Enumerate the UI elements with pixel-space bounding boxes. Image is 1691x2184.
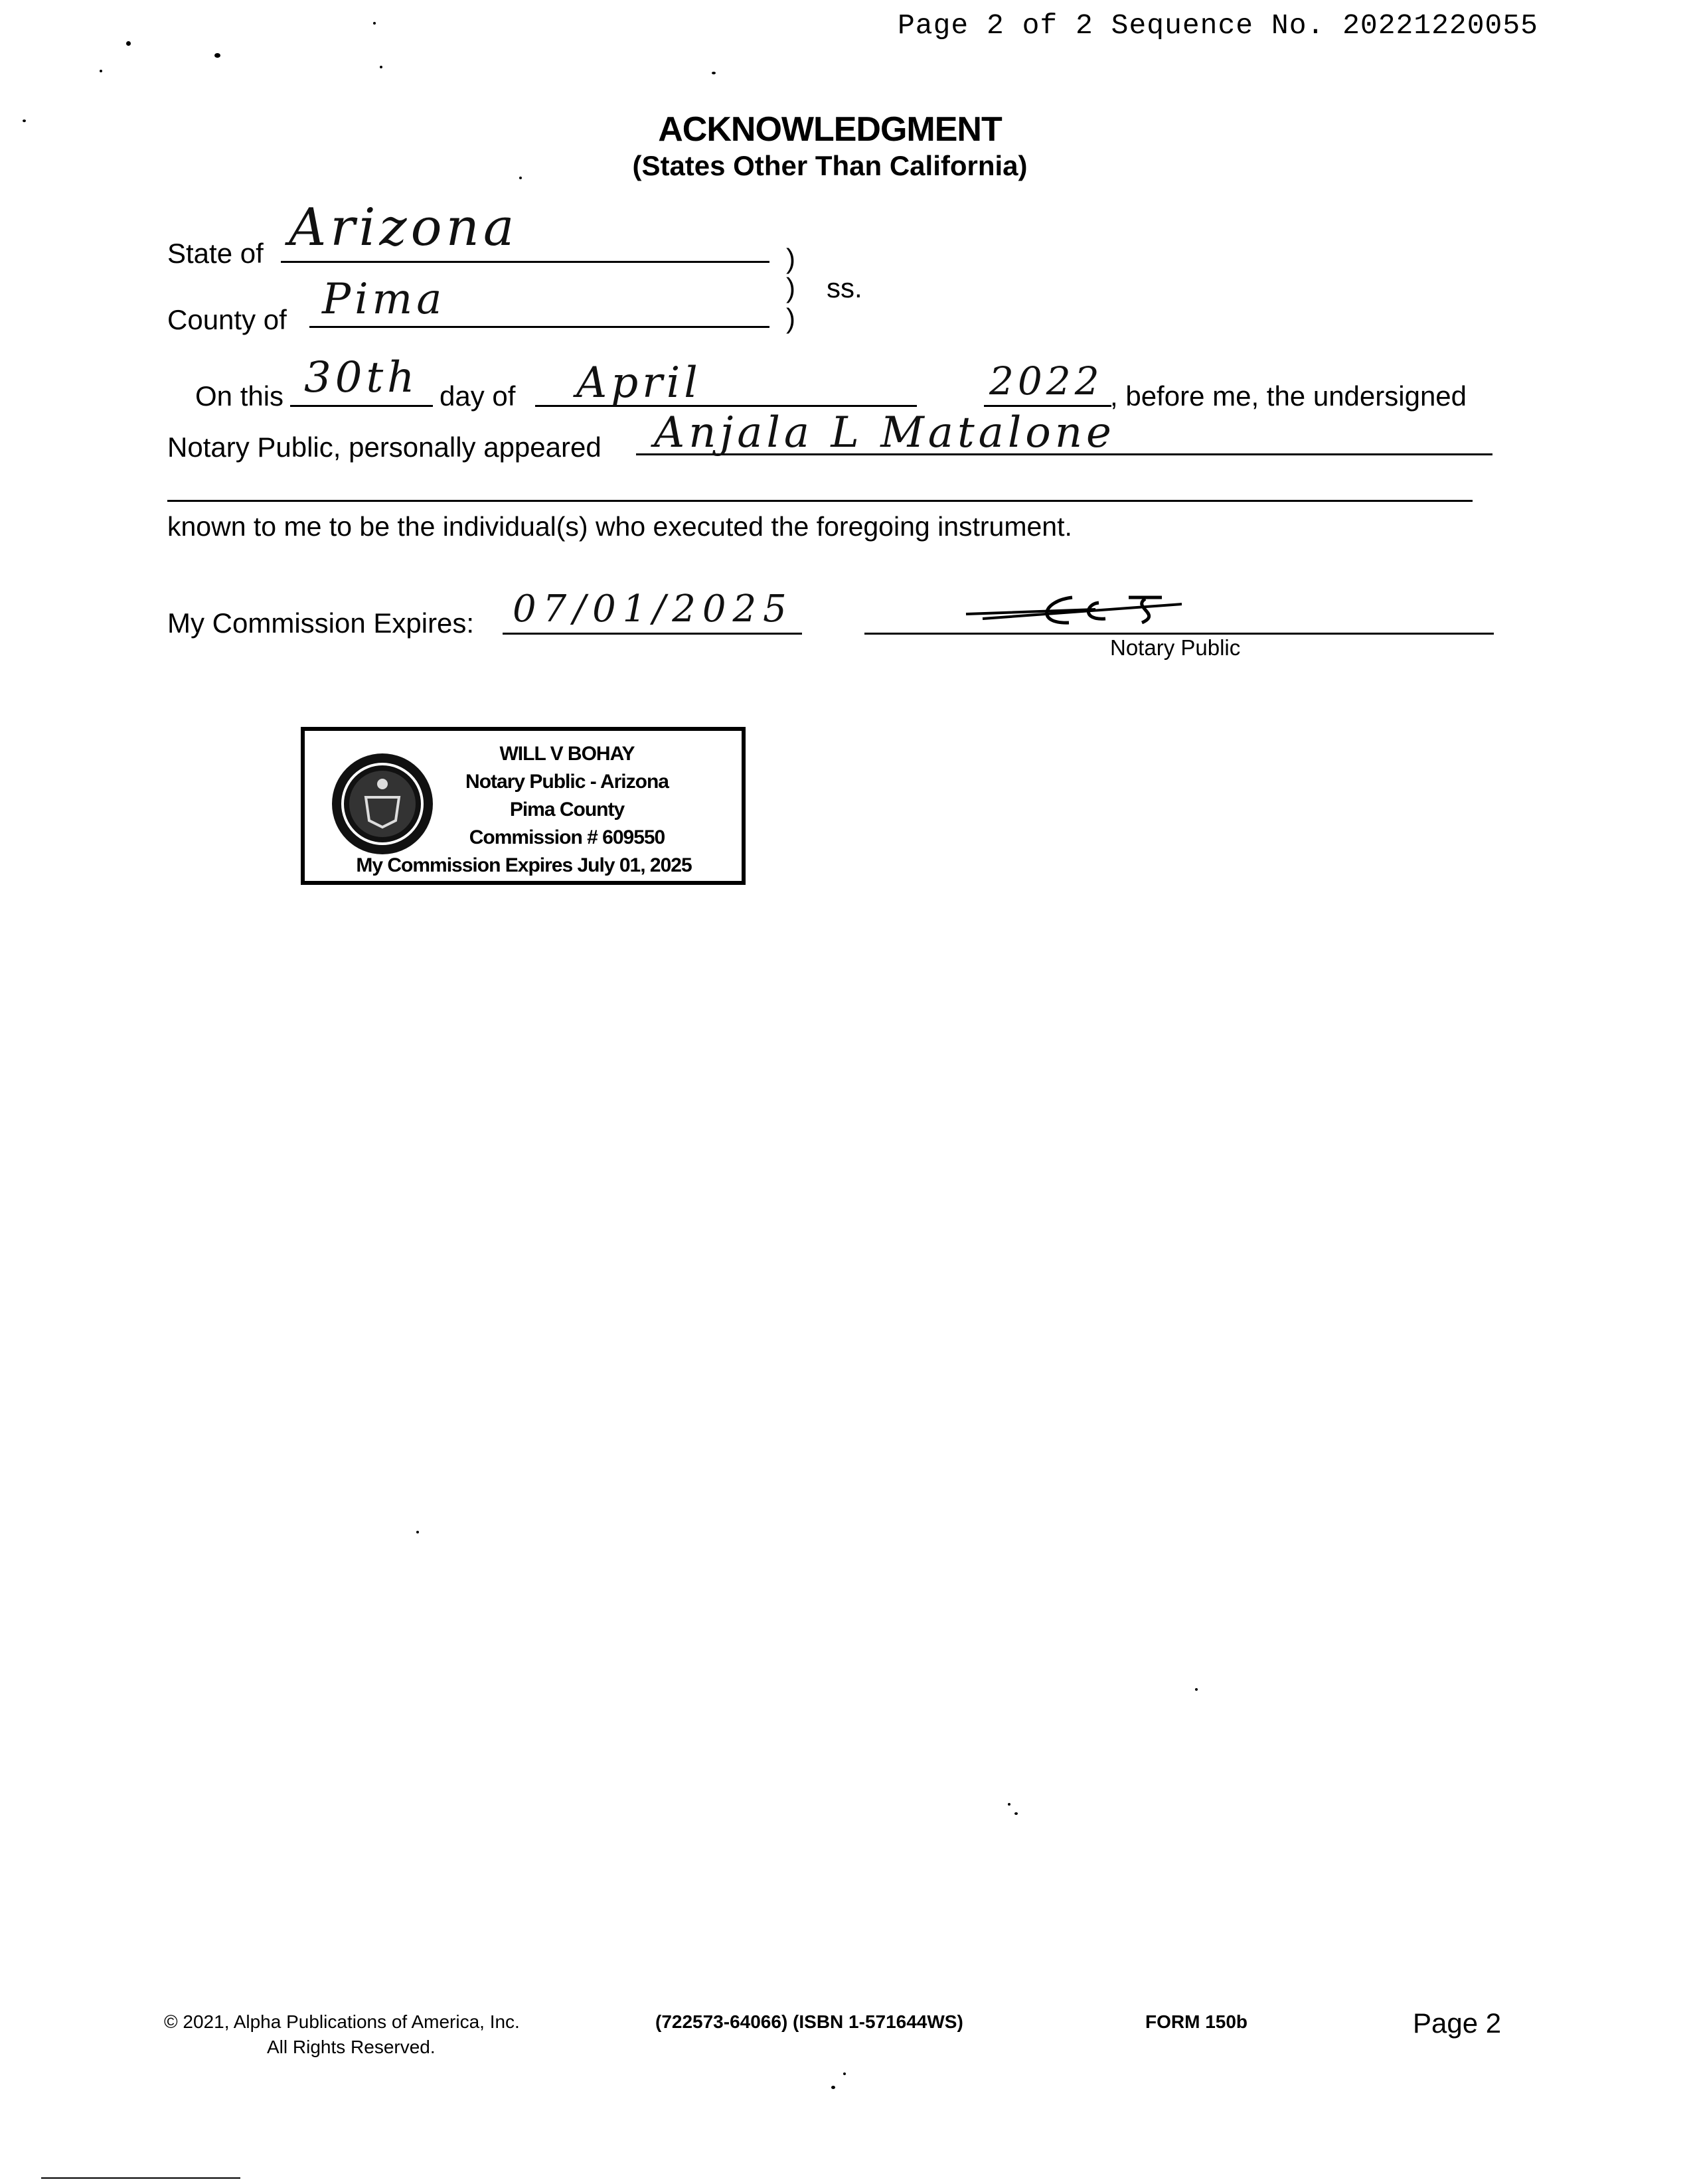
scan-speck bbox=[100, 70, 102, 72]
bracket-middle: ) bbox=[786, 272, 795, 303]
footer-scan-edge bbox=[41, 2177, 240, 2179]
signature-line bbox=[864, 633, 1494, 635]
footer-rights: All Rights Reserved. bbox=[267, 2037, 436, 2057]
bracket-bottom: ) bbox=[786, 303, 795, 334]
footer-isbn: (722573-64066) (ISBN 1-571644WS) bbox=[655, 2011, 963, 2032]
document-title: ACKNOWLEDGMENT bbox=[658, 110, 1002, 149]
scan-speck bbox=[416, 1531, 419, 1533]
notary-signature bbox=[963, 584, 1202, 631]
commission-expires-value: 07/01/2025 bbox=[513, 587, 793, 631]
known-to-me-text: known to me to be the individual(s) who executed the foregoing instrument. bbox=[167, 511, 1072, 542]
document-subtitle: (States Other Than California) bbox=[632, 150, 1028, 181]
bracket-top: ) bbox=[786, 243, 795, 274]
stamp-expires: My Commission Expires July 01, 2025 bbox=[356, 854, 692, 876]
day-of-label: day of bbox=[440, 380, 516, 412]
day-line bbox=[290, 405, 433, 407]
stamp-commission-number: Commission # 609550 bbox=[469, 826, 665, 848]
scan-speck bbox=[1195, 1688, 1198, 1691]
state-label: State of bbox=[167, 238, 264, 269]
footer-form-number: FORM 150b bbox=[1145, 2011, 1248, 2032]
before-me-text: , before me, the undersigned bbox=[1110, 380, 1467, 412]
stamp-title: Notary Public - Arizona bbox=[465, 771, 669, 793]
appeared-person-value: Anjala L Matalone bbox=[654, 408, 1115, 457]
commission-expires-label: My Commission Expires: bbox=[167, 607, 475, 639]
footer-copyright: © 2021, Alpha Publications of America, Inc. bbox=[164, 2011, 520, 2032]
appeared-line-2 bbox=[167, 500, 1473, 502]
scan-speck bbox=[712, 72, 716, 74]
county-value: Pima bbox=[322, 275, 446, 324]
state-value: Arizona bbox=[289, 198, 519, 258]
footer-page-number: Page 2 bbox=[1413, 2007, 1502, 2039]
scan-speck bbox=[831, 2086, 835, 2089]
scan-speck bbox=[380, 66, 382, 68]
day-value: 30th bbox=[304, 353, 419, 402]
state-line bbox=[281, 261, 769, 263]
notary-public-caption: Notary Public bbox=[1110, 635, 1241, 660]
scan-speck bbox=[214, 53, 220, 58]
notary-stamp bbox=[301, 727, 746, 885]
county-line bbox=[309, 326, 769, 328]
seal-icon bbox=[329, 751, 436, 857]
ss-label: ss. bbox=[827, 272, 862, 303]
scan-speck bbox=[843, 2072, 846, 2075]
month-value: April bbox=[576, 358, 702, 408]
county-label: County of bbox=[167, 304, 287, 335]
year-line bbox=[984, 405, 1111, 407]
scan-speck bbox=[1014, 1812, 1018, 1815]
stamp-name: WILL V BOHAY bbox=[499, 743, 635, 765]
scan-speck bbox=[126, 41, 131, 46]
stamp-county: Pima County bbox=[509, 799, 625, 820]
scan-speck bbox=[373, 22, 376, 25]
on-this-label: On this bbox=[195, 380, 284, 412]
page-sequence-header: Page 2 of 2 Sequence No. 20221220055 bbox=[898, 9, 1538, 42]
commission-line bbox=[503, 633, 802, 635]
notary-appeared-label: Notary Public, personally appeared bbox=[167, 431, 602, 463]
scan-speck bbox=[1008, 1803, 1010, 1806]
year-value: 2022 bbox=[989, 358, 1103, 404]
